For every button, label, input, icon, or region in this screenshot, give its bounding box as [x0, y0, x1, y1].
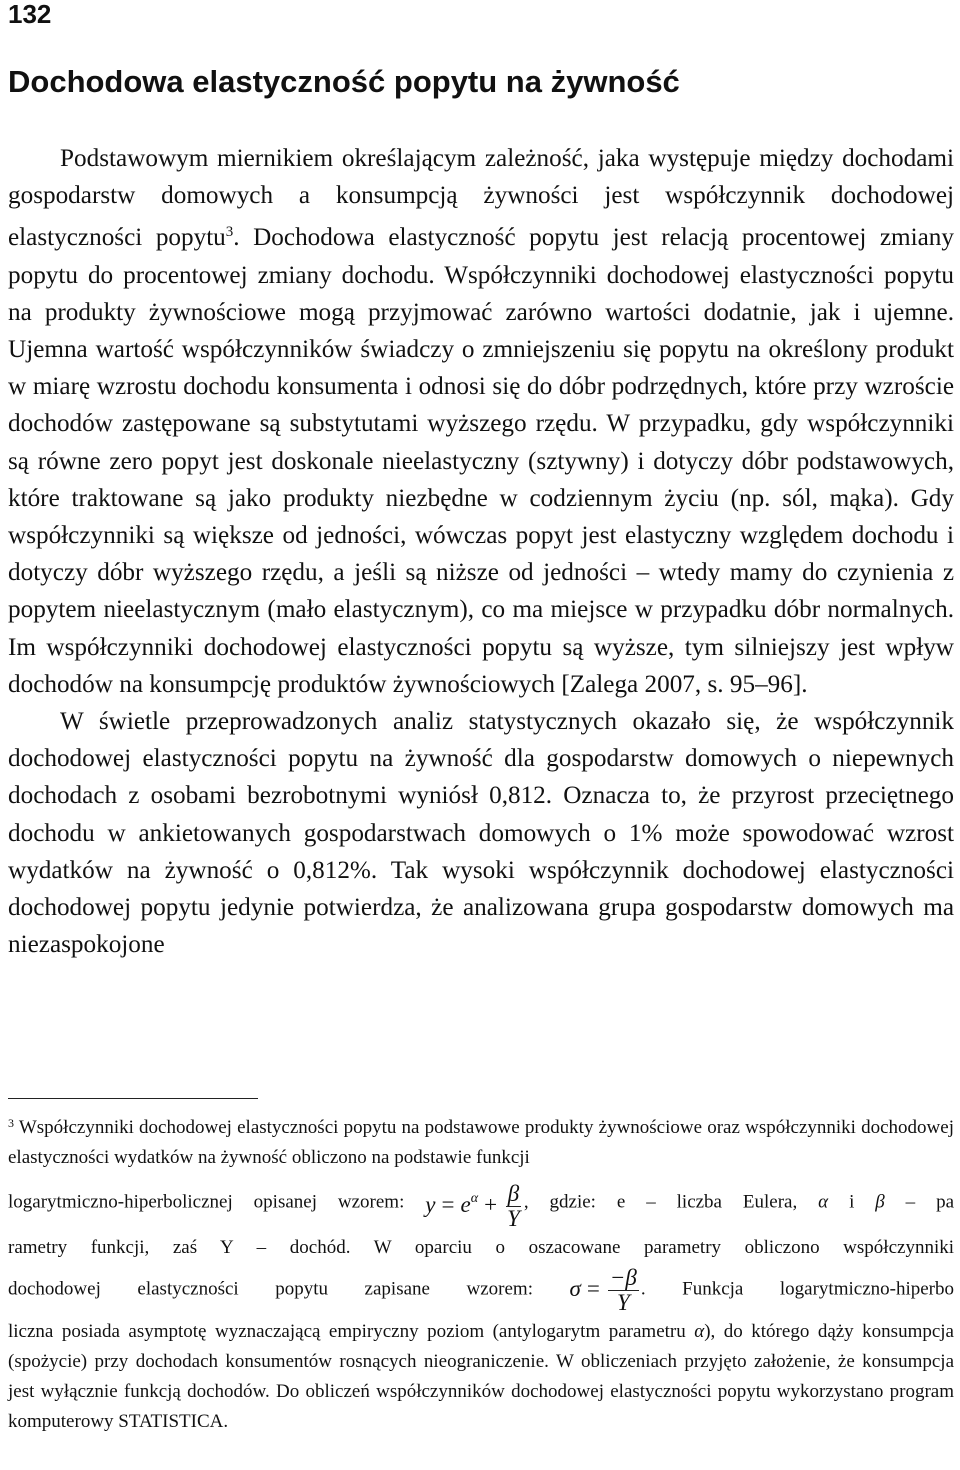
formula-1-exp: α — [470, 1191, 479, 1206]
formula-1-fraction — [505, 1182, 522, 1231]
footnote-beta: β — [875, 1191, 885, 1213]
formula-2-denominator: Y — [616, 1290, 630, 1316]
footnote-rest-before: liczna posiada asymptotę wyznaczającą empiryczny poziom (antylogarytm parametru — [8, 1321, 686, 1343]
formula-elasticity — [570, 1265, 641, 1315]
formula-2-lhs: σ — [569, 1276, 581, 1302]
footnote-mark: 3 — [8, 1116, 14, 1130]
footnote-alpha: α — [818, 1191, 829, 1213]
footnote-rest-after: ), do którego dąży konsumpcja (spożycie) przy dochodach konsumentów rosnących nieograniczenie. W obliczeniach przyjęto założenie, że konsumpcja jest wyłącznie funkcją dochodów. Do obliczeń współczynników dochodowej elastyczności popytu wykorzystano program komputerowy STATISTICA. — [8, 1321, 954, 1433]
formula-1-base: e — [460, 1192, 471, 1217]
formula-1-eq: = — [441, 1192, 455, 1217]
footnote-rest-alpha: α — [694, 1321, 705, 1343]
section-heading: Dochodowa elastyczność popytu na żywność — [8, 64, 680, 99]
paragraph-1-text: Podstawowym miernikiem określającym zależność, jaka występuje między dochodami gospodarstw domowych a konsumpcją żywności jest współczynnik dochodowej elastyczności popytu — [8, 145, 954, 252]
formula-1-plus: + — [484, 1192, 498, 1217]
formula-2-numerator: −β — [609, 1265, 637, 1291]
footnote-separator — [8, 1098, 258, 1099]
footnote-text-1: Współczynniki dochodowej elastyczności popytu na podstawowe produkty żywnościowe oraz współczynniki dochodowej elastyczności wydatków na żywność obliczono na podstawie funkcji — [8, 1117, 954, 1168]
formula-1-lhs: y — [425, 1192, 436, 1217]
paragraph-1-text-cont: . Dochodowa elastyczność popytu jest relacją procentowej zmiany popytu do procentowej zmiany dochodu. Współczynniki dochodowej elastyczności popytu na produkty żywnościowe mogą przyjmować zarówno wartości dodatnie, jak i ujemne. Ujemna wartość współczynników świadczy o zmniejszeniu się popytu na określony produkt w miarę wzrostu dochodu konsumenta i odnosi się do dóbr podrzędnych, które przy wzroście dochodów zastępowane są substytutami wyższego rzędu. W przypadku, gdy współczynniki są równe zero popyt jest doskonale nieelastyczny (sztywny) i dotyczy dóbr podstawowych, które traktowane są jako produkty niezbędne w codziennym życiu (np. sól, mąka). Gdy współczynniki są większe od jedności, wówczas popyt jest elastyczny względem dochodu i dotyczy dóbr wyższego rzędu, a jeśli są niższe od jedności – wtedy mamy do czynienia z popytem nieelastycznym (mało elastycznym), co ma miejsce w przypadku dóbr normalnych. Im współczynniki dochodowej elastyczności popytu są wyższe, tym silniejszy jest wpływ dochodów na konsumpcję produktów żywnościowych [Zalega 2007, s. 95–96]. — [8, 224, 954, 698]
footnote-formula-1-tail-b: – pa — [905, 1191, 955, 1213]
footnote-formula-line-1 — [8, 1175, 954, 1231]
body-text — [8, 140, 954, 963]
paragraph-1 — [8, 140, 954, 703]
footnote-line-1 — [8, 1108, 954, 1173]
footnote-formula-1-tail-a: , gdzie: e – liczba Eulera, — [523, 1191, 798, 1213]
footnote — [8, 1108, 954, 1437]
page-number: 132 — [8, 0, 52, 29]
formula-2-fraction — [608, 1266, 639, 1315]
footnote-formula-line-2 — [8, 1265, 954, 1315]
formula-2-eq: = — [586, 1276, 600, 1302]
formula-function — [425, 1175, 524, 1231]
formula-1-denominator: Y — [507, 1206, 520, 1232]
footnote-reference: 3 — [225, 224, 234, 241]
formula-1-numerator: β — [507, 1181, 520, 1207]
footnote-formula-1-lead: logarytmiczno-hiperbolicznej opisanej wzorem: — [8, 1191, 405, 1213]
footnote-formula-2-lead: dochodowej elastyczności popytu zapisane wzorem: — [8, 1278, 533, 1300]
paragraph-2: W świetle przeprowadzonych analiz statystycznych okazało się, że współczynnik dochodowej elastyczności popytu na żywność dla gospodarstw domowych o niepewnych dochodach z osobami bezrobotnymi wyniósł 0,812. Oznacza to, że przyrost przeciętnego dochodu w ankietowanych gospodarstwach domowych o 1% może spowodować wzrost wydatków na żywność o 0,812%. Tak wysoki współczynnik dochodowej elastyczności dochodowej popytu jedynie potwierdza, że analizowana grupa gospodarstw domowych ma niezaspokojone — [8, 708, 954, 959]
footnote-formula-2-tail: . Funkcja logarytmiczno-hiperbo — [640, 1278, 954, 1300]
footnote-rest — [8, 1317, 954, 1437]
footnote-conj: i — [849, 1191, 855, 1213]
footnote-line-3: rametry funkcji, zaś Y – dochód. W oparciu o oszacowane parametry obliczono współczynniki — [8, 1237, 954, 1259]
